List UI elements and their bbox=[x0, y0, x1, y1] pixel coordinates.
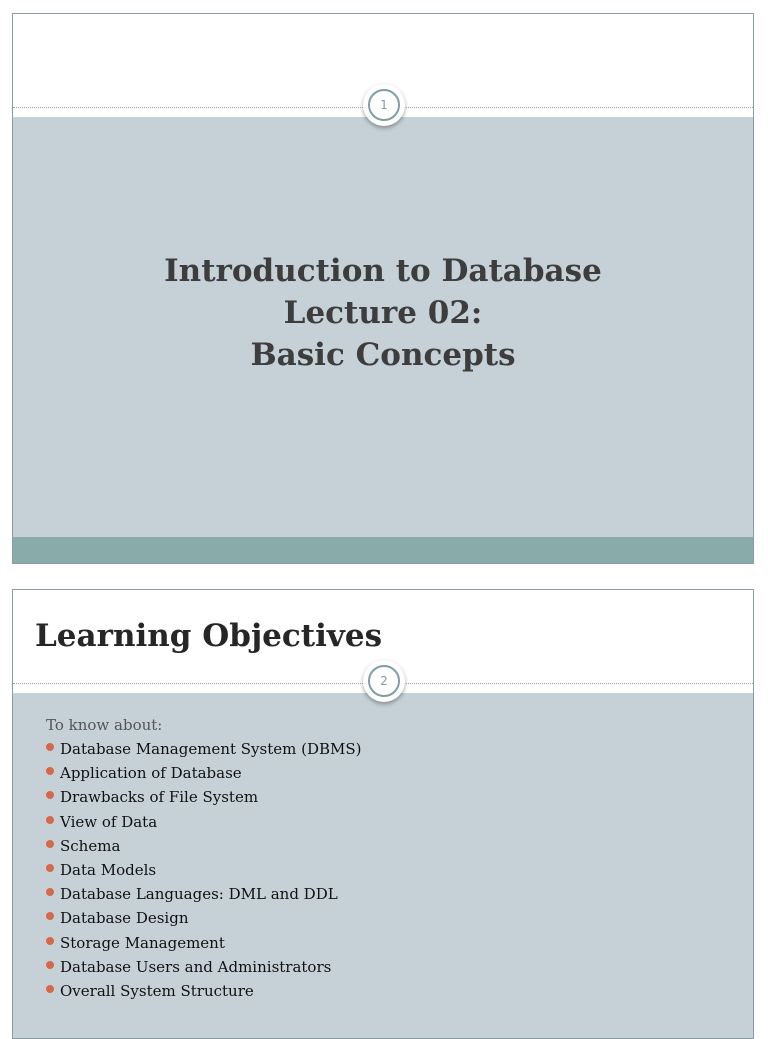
objectives-list bbox=[46, 737, 362, 1003]
bullet-icon bbox=[46, 864, 54, 872]
list-item-label: Schema bbox=[60, 836, 121, 855]
slide-title bbox=[13, 250, 753, 376]
list-item-label: Application of Database bbox=[60, 764, 242, 783]
title-line-1: Introduction to Database bbox=[164, 253, 602, 289]
slide-number: 1 bbox=[368, 89, 400, 121]
list-item bbox=[46, 834, 362, 858]
list-item-label: Storage Management bbox=[60, 933, 225, 952]
bullet-icon bbox=[46, 743, 54, 751]
list-item-label: View of Data bbox=[60, 812, 158, 831]
bullet-icon bbox=[46, 840, 54, 848]
objectives-content bbox=[46, 714, 362, 1003]
title-line-3: Basic Concepts bbox=[250, 337, 516, 373]
slide-number: 2 bbox=[368, 665, 400, 697]
slide-body bbox=[13, 117, 753, 537]
bullet-icon bbox=[46, 816, 54, 824]
list-item bbox=[46, 810, 362, 834]
bullet-icon bbox=[46, 888, 54, 896]
list-item bbox=[46, 931, 362, 955]
list-item-label: Database Design bbox=[60, 909, 189, 928]
list-item bbox=[46, 955, 362, 979]
bullet-icon bbox=[46, 912, 54, 920]
bullet-icon bbox=[46, 937, 54, 945]
slide-number-badge bbox=[363, 84, 405, 126]
slide-2 bbox=[12, 589, 754, 1039]
bullet-icon bbox=[46, 791, 54, 799]
intro-text: To know about: bbox=[46, 716, 163, 734]
list-item bbox=[46, 761, 362, 785]
title-line-2: Lecture 02: bbox=[283, 295, 483, 331]
list-item-label: Drawbacks of File System bbox=[60, 788, 259, 807]
list-item-label: Database Languages: DML and DDL bbox=[60, 885, 338, 904]
list-item bbox=[46, 882, 362, 906]
bullet-icon bbox=[46, 767, 54, 775]
bullet-icon bbox=[46, 961, 54, 969]
list-item-label: Data Models bbox=[60, 861, 157, 880]
bullet-icon bbox=[46, 985, 54, 993]
footer-bar bbox=[13, 537, 753, 564]
list-item bbox=[46, 858, 362, 882]
list-item-label: Database Management System (DBMS) bbox=[60, 740, 362, 759]
list-item bbox=[46, 979, 362, 1003]
list-item bbox=[46, 785, 362, 809]
slide-number-badge bbox=[363, 660, 405, 702]
list-item-label: Database Users and Administrators bbox=[60, 957, 332, 976]
list-item bbox=[46, 906, 362, 930]
slide-1 bbox=[12, 13, 754, 564]
slide-heading: Learning Objectives bbox=[35, 618, 383, 654]
list-item bbox=[46, 737, 362, 761]
list-item-label: Overall System Structure bbox=[60, 981, 254, 1000]
